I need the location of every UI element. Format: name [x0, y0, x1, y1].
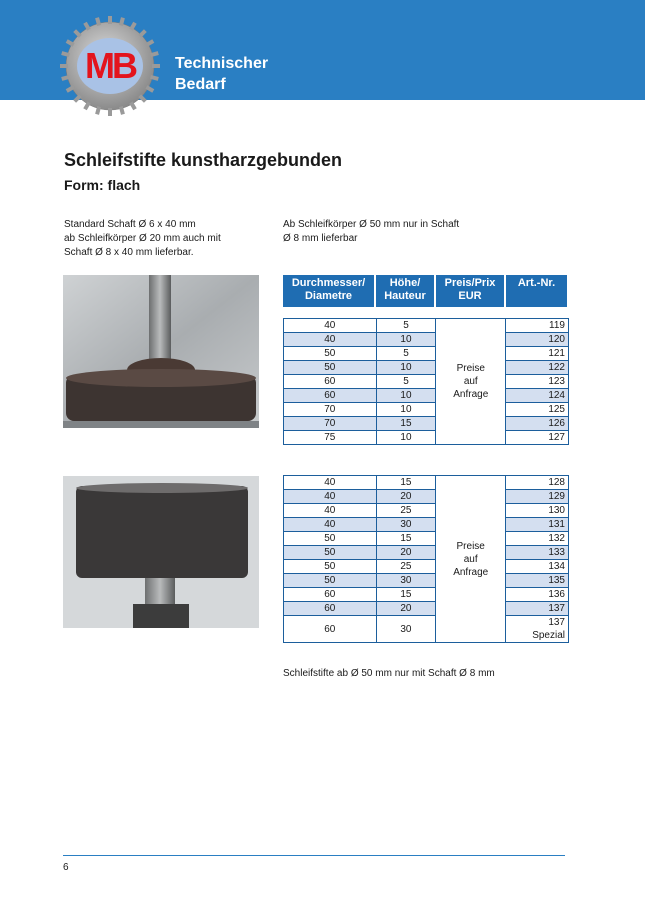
page-title: Schleifstifte kunstharzgebunden: [64, 150, 343, 170]
flat-grinding-wheel-photo: [63, 275, 259, 428]
column-header-diameter: Durchmesser/ Diametre: [283, 275, 374, 307]
spec-table-cylindrical: [283, 475, 569, 643]
note-line: Schaft Ø 8 x 40 mm lieferbar.: [64, 247, 194, 258]
mb-gear-logo-icon: [58, 16, 162, 120]
column-header-price: Preis/Prix EUR: [436, 275, 504, 307]
table-row: 50 30 135: [284, 574, 569, 588]
table-row: 40 15 Preise auf Anfrage 128: [284, 476, 569, 490]
table-header: [283, 275, 567, 307]
table-row: 60 5 123: [284, 375, 569, 389]
brand-line-2: Bedarf: [175, 76, 226, 93]
spec-table-flat: [283, 318, 569, 445]
shaft-note-right: [283, 218, 459, 246]
note-line: Standard Schaft Ø 6 x 40 mm: [64, 219, 196, 230]
price-on-request: Preise auf Anfrage: [436, 476, 506, 643]
table-row: 50 25 134: [284, 560, 569, 574]
table-row: 40 25 130: [284, 504, 569, 518]
table-row: 75 10 127: [284, 431, 569, 445]
page-number: 6: [63, 862, 69, 873]
note-line: Ø 8 mm lieferbar: [283, 233, 358, 244]
table-row: 60 10 124: [284, 389, 569, 403]
footer-divider: [63, 855, 565, 856]
column-header-article-number: Art.-Nr.: [506, 275, 567, 307]
note-line: ab Schleifkörper Ø 20 mm auch mit: [64, 233, 221, 244]
note-line: Ab Schleifkörper Ø 50 mm nur in Schaft: [283, 219, 460, 230]
table-row: 50 20 133: [284, 546, 569, 560]
cylindrical-grinding-wheel-photo: [63, 476, 259, 628]
price-on-request: Preise auf Anfrage: [436, 319, 506, 445]
footnote: Schleifstifte ab Ø 50 mm nur mit Schaft Ø 8 mm: [283, 668, 495, 679]
table-row: 60 30 137 Spezial: [284, 616, 569, 643]
table-row: 50 15 132: [284, 532, 569, 546]
page-subtitle: Form: flach: [64, 177, 141, 193]
brand-line-1: Technischer: [175, 55, 269, 72]
table-row: 70 15 126: [284, 417, 569, 431]
table-row: 40 10 120: [284, 333, 569, 347]
table-row: 40 5 Preise auf Anfrage 119: [284, 319, 569, 333]
table-row: 70 10 125: [284, 403, 569, 417]
table-row: 50 5 121: [284, 347, 569, 361]
column-header-height: Höhe/ Hauteur: [376, 275, 434, 307]
table-row: 50 10 122: [284, 361, 569, 375]
table-row: 60 15 136: [284, 588, 569, 602]
brand-name: [175, 53, 268, 95]
table-row: 40 20 129: [284, 490, 569, 504]
table-row: 60 20 137: [284, 602, 569, 616]
logo-text: MB: [85, 45, 135, 86]
shaft-note-left: [64, 218, 221, 260]
table-row: 40 30 131: [284, 518, 569, 532]
